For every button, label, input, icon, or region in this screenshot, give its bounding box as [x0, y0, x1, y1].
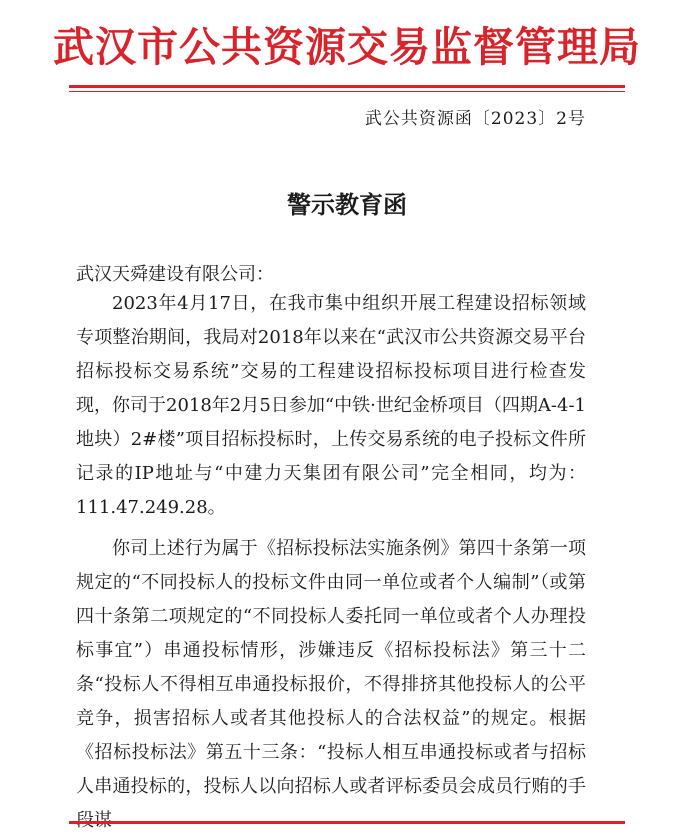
- body-paragraph-1: 2023年4月17日，在我市集中组织开展工程建设招标领域专项整治期间，我局对2018年以来在“武汉市公共资源交易平台招标投标交易系统”交易的工程建设招标投标项目进行检查发现，你司于2018年2月5日参加“中铁·世纪金桥项目（四期A-4-1地块）2#楼”项目招标投标时，上传交易系统的电子投标文件所记录的IP地址与“中建力天集团有限公司”完全相同，均为：111.47.249.28。: [76, 293, 586, 518]
- bottom-rule: [69, 821, 625, 824]
- letterhead-rule-thick: [69, 85, 625, 88]
- body-paragraph-2: 你司上述行为属于《招标投标法实施条例》第四十条第一项规定的“不同投标人的投标文件由同一单位或者个人编制”（或第四十条第二项规定的“不同投标人委托同一单位或者个人办理投标事宜”）串通投标情形，涉嫌违反《招标投标法》第三十二条“投标人不得相互串通投标报价，不得排挤其他投标人的公平竞争，损害招标人或者其他投标人的合法权益”的规定。根据《招标投标法》第五十三条：“投标人相互串通投标或者与招标人串通投标的，投标人以向招标人或者评标委员会成员行贿的手: [76, 538, 586, 797]
- document-title: 警示教育函: [287, 191, 407, 219]
- letterhead-title: 武汉市公共资源交易监督管理局: [53, 23, 641, 71]
- salutation: 武汉天舜建设有限公司：: [76, 264, 274, 285]
- document-number: 武公共资源函〔2023〕2号: [364, 109, 586, 129]
- letterhead-rule-thin: [69, 91, 625, 92]
